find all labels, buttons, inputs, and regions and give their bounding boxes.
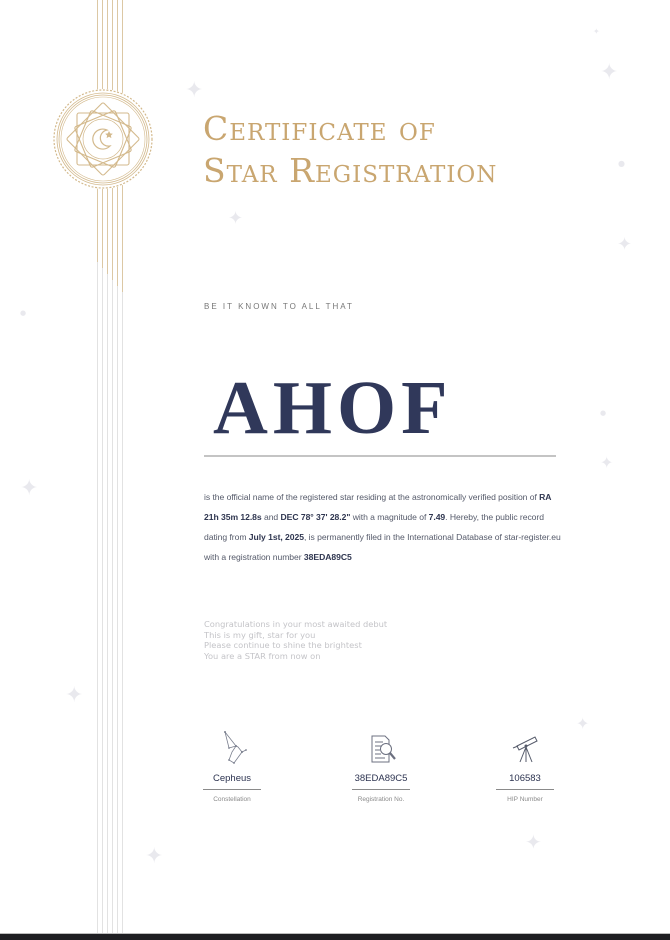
registration-detail [336, 730, 426, 803]
title-line-1: Certificate of [203, 109, 436, 148]
sparkle-icon: ● [618, 159, 625, 168]
sparkle-icon: ● [20, 309, 27, 317]
hip-number-label: HIP Number [507, 796, 543, 803]
constellation-label: Constellation [213, 796, 251, 803]
sparkle-icon: ✦ [600, 453, 614, 472]
constellation-icon [212, 730, 252, 766]
registration-date: July 1st, 2025 [248, 532, 304, 542]
registration-statement: is the official name of the registered star residing at the astronomically verified position of RA 21h 35m 12.8s and DEC 78° 37' 28.2" with a magnitude of 7.49. Hereby, the public record dating from July 1st, 2025, is permanently filed in the International Database of star-register.eu with a registration number 38EDA89C5 [204, 492, 561, 562]
sparkle-icon: ✦ [576, 714, 590, 733]
message-line: You are a STAR from now on [204, 650, 321, 661]
name-underline [204, 455, 556, 457]
sparkle-icon: ✦ [600, 60, 619, 85]
sparkle-icon: ● [600, 409, 607, 417]
title-line-2: Star Registration [203, 151, 498, 190]
hip-number-detail [480, 730, 570, 803]
right-ascension: RA 21h 35m 12.8s [204, 492, 552, 522]
telescope-icon [505, 730, 545, 766]
sparkle-icon: ✦ [20, 476, 39, 501]
message-line: This is my gift, star for you [204, 629, 316, 640]
personal-message [204, 619, 387, 661]
message-line: Congratulations in your most awaited debut [204, 619, 388, 629]
seal-emblem-icon [52, 88, 154, 190]
intro-text: BE IT KNOWN TO ALL THAT [204, 302, 354, 311]
constellation-detail [187, 730, 277, 803]
constellation-value: Cepheus [212, 773, 252, 784]
magnitude: 7.49 [428, 512, 446, 522]
certificate-title [203, 108, 497, 192]
registration-label: Registration No. [357, 796, 405, 803]
sparkle-icon: ✦ [228, 208, 244, 229]
declination: DEC 78° 37' 28.2" [280, 512, 351, 522]
registration-value: 38EDA89C5 [354, 773, 408, 784]
document-search-icon [361, 730, 401, 766]
sparkle-icon: ✦ [185, 78, 204, 103]
star-name: AHOF [213, 366, 453, 450]
sparkle-icon: ✦ [617, 234, 633, 255]
hip-number-value: 106583 [509, 773, 541, 784]
sparkle-icon: ✦ [65, 683, 84, 708]
message-line: Please continue to shine the brightest [204, 640, 362, 650]
registration-number: 38EDA89C5 [303, 552, 352, 562]
sparkle-icon: ✦ [525, 830, 542, 854]
sparkle-icon: ✦ [593, 27, 600, 36]
sparkle-icon: ✦ [145, 844, 164, 869]
